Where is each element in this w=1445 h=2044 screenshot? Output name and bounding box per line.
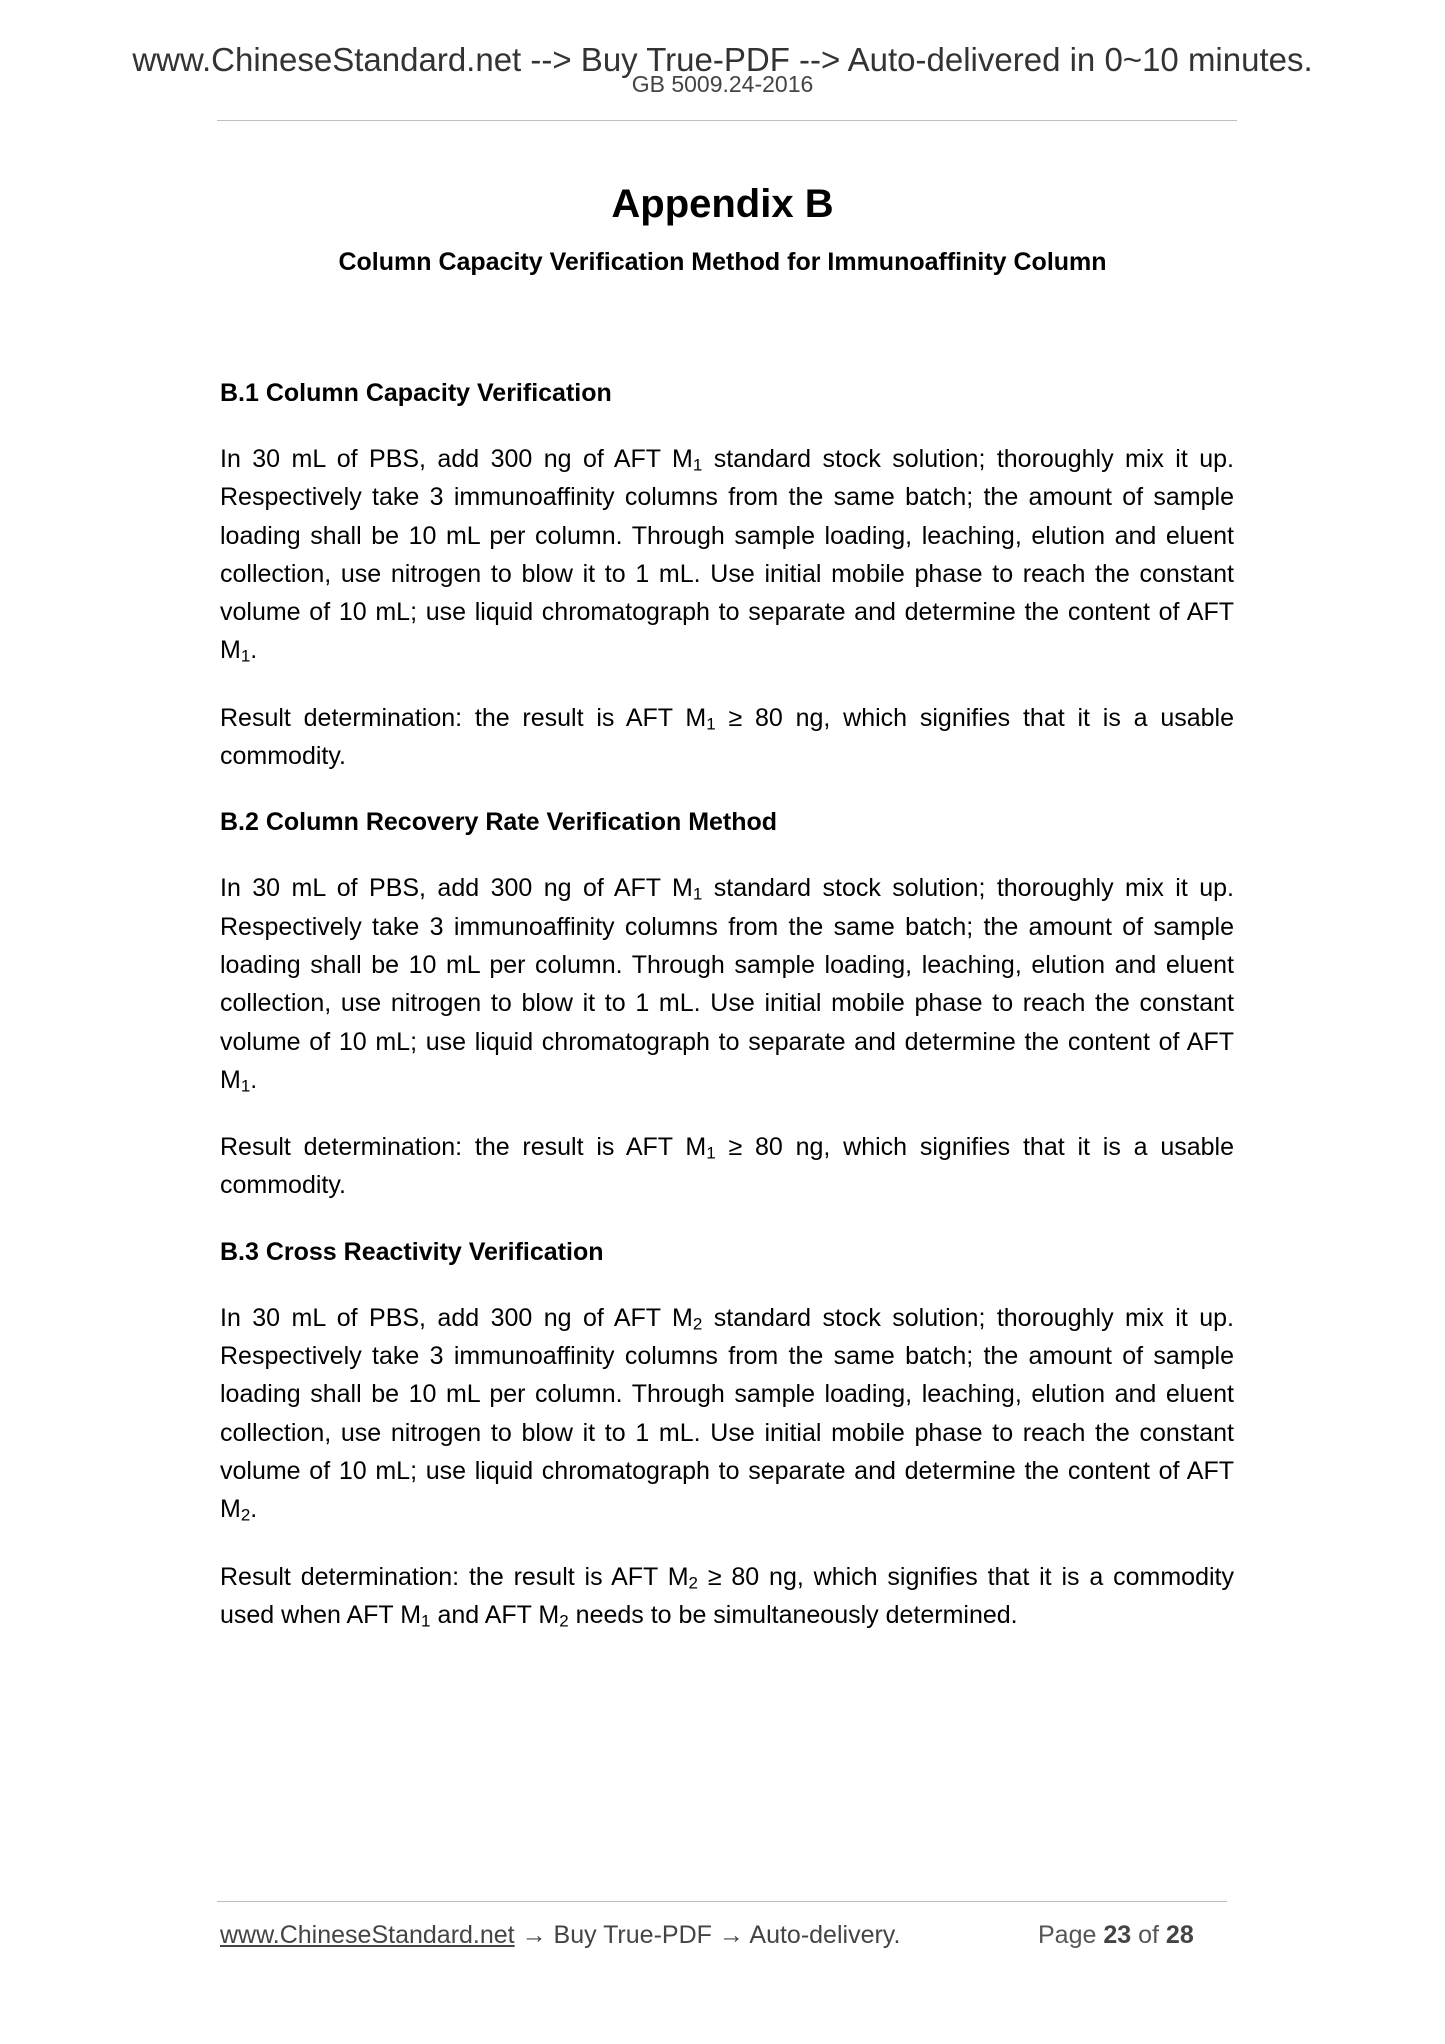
section-b1-paragraph [220,440,1234,670]
text-run: standard stock solution; thoroughly mix it up. Respectively take 3 immunoaffinity columns from the same batch; the amount of sample loading shall be 10 mL per column. Through sample loading, leaching, elution and eluent collection, use nitrogen to blow it to 1 mL. Use initial mobile phase to reach the constant volume of 10 mL; use liquid chromatograph to separate and determine the content of AFT M [220,1303,1234,1524]
text-run: . [250,636,258,665]
subscript: 1 [706,714,716,734]
text-run: ≥ 80 ng, which signifies that it is a usable commodity. [220,703,1234,771]
footer-delivery [220,1919,900,1951]
text-run: Result determination: the result is AFT M [220,1133,707,1162]
footer-delivery-text: → Buy True-PDF → Auto-delivery. [514,1921,901,1949]
section-b3-paragraph [220,1299,1234,1529]
section-heading-b1: B.1 Column Capacity Verification [220,379,612,407]
text-run: and AFT M [430,1600,560,1629]
section-heading-b3: B.3 Cross Reactivity Verification [220,1237,604,1266]
subscript: 1 [240,1076,251,1096]
footer-site-link[interactable]: www.ChineseStandard.net [220,1921,515,1949]
text-run: In 30 mL of PBS, add 300 ng of AFT M [220,1303,693,1332]
text-run: . [250,1495,258,1524]
footer-divider [217,1901,1227,1902]
page-number: 23 [1103,1921,1132,1949]
subscript: 1 [692,455,703,475]
text-run: Result determination: the result is AFT M [220,1562,689,1591]
total-pages: 28 [1165,1921,1194,1949]
appendix-subtitle: Column Capacity Verification Method for Immunoaffinity Column [338,248,1107,276]
text-run: Result determination: the result is AFT M [220,703,707,732]
appendix-title: Appendix B [611,182,834,226]
standard-number: GB 5009.24-2016 [631,71,814,97]
subscript: 1 [240,647,251,667]
header-divider [217,120,1237,121]
text-run: In 30 mL of PBS, add 300 ng of AFT M [220,445,693,473]
text-run: . [250,1065,258,1094]
section-heading-b2: B.2 Column Recovery Rate Verification Method [220,808,778,837]
page-indicator [1038,1919,1194,1951]
page-label: Page [1038,1921,1097,1949]
subscript: 2 [688,1573,698,1593]
text-run: ≥ 80 ng, which signifies that it is a commodity used when AFT M [220,1562,1234,1629]
text-run: standard stock solution; thoroughly mix it up. Respectively take 3 immunoaffinity columns from the same batch; the amount of sample loading shall be 10 mL per column. Through sample loading, leaching, elution and eluent collection, use nitrogen to blow it to 1 mL. Use initial mobile phase to reach the constant volume of 10 mL; use liquid chromatograph to separate and determine the content of AFT M [220,874,1234,1094]
subscript: 2 [692,1314,703,1334]
subscript: 1 [692,885,703,905]
text-run: ≥ 80 ng, which signifies that it is a usable commodity. [220,1133,1234,1200]
text-run: needs to be simultaneously determined. [568,1600,1018,1629]
section-b2-result [220,1128,1234,1205]
section-b1-result [220,699,1234,776]
text-run: standard stock solution; thoroughly mix it up. Respectively take 3 immunoaffinity columns from the same batch; the amount of sample loading shall be 10 mL per column. Through sample loading, leaching, elution and eluent collection, use nitrogen to blow it to 1 mL. Use initial mobile phase to reach the constant volume of 10 mL; use liquid chromatograph to separate and determine the content of AFT M [220,445,1234,665]
subscript: 1 [421,1611,431,1631]
section-b2-paragraph [220,869,1234,1099]
of-label: of [1138,1921,1159,1949]
subscript: 2 [240,1505,251,1525]
document-body [220,374,1234,1662]
section-b3-result [220,1558,1234,1635]
subscript: 2 [559,1611,569,1631]
subscript: 1 [706,1143,716,1163]
text-run: In 30 mL of PBS, add 300 ng of AFT M [220,874,693,903]
header-banner: www.ChineseStandard.net --> Buy True-PDF --> Auto-delivered in 0~10 minutes. [132,41,1313,78]
